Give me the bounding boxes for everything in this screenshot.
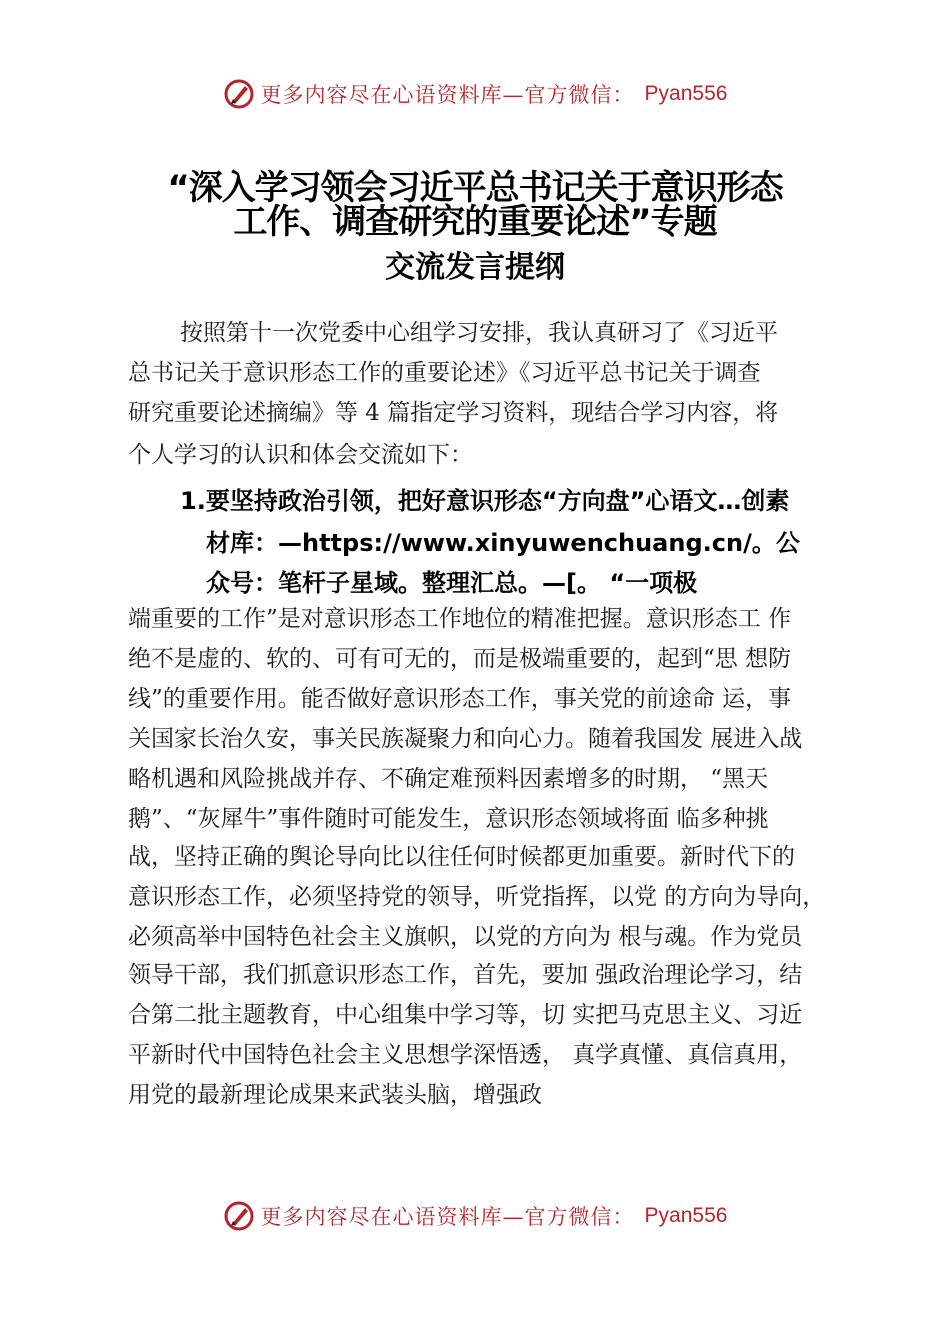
document-title-line-2: 工作、调查研究的重要论述”专题 <box>233 202 717 242</box>
pen-logo-icon <box>223 1200 255 1232</box>
intro-line: 个人学习的认识和体会交流如下： <box>128 442 473 468</box>
body-line: 关国家长治久安，事关民族凝聚力和向心力。随着我国发 展进入战 <box>128 726 803 752</box>
body-line: 略机遇和风险挑战并存、不确定难预料因素增多的时期， “黑天 <box>128 766 769 792</box>
watermark-text: 更多内容尽在心语资料库—官方微信： <box>260 83 635 107</box>
intro-line: 研究重要论述摘编》等 4 篇指定学习资料，现结合学习内容，将 <box>128 400 779 426</box>
section-heading-line: 1.要坚持政治引领，把好意识形态“方向盘”心语文…创素 <box>180 487 790 515</box>
document-title-line-1: “深入学习领会习近平总书记关于意识形态 <box>167 168 783 208</box>
body-line: 线”的重要作用。能否做好意识形态工作，事关党的前途命 运，事 <box>128 686 792 712</box>
header-watermark <box>0 74 950 114</box>
body-line: 合第二批主题教育，中心组集中学习等，切 实把马克思主义、习近 <box>128 1002 803 1028</box>
body-line: 战，坚持正确的舆论导向比以往任何时候都更加重要。新时代下的 <box>128 844 795 870</box>
footer-watermark <box>0 1196 950 1236</box>
body-line: 用党的最新理论成果来武装头脑，增强政 <box>128 1082 542 1108</box>
watermark-wechat-id: Pyan556 <box>644 82 728 105</box>
body-line: 鹅”、“灰犀牛”事件随时可能发生，意识形态领域将面 临多种挑 <box>128 806 769 832</box>
watermark-text: 更多内容尽在心语资料库—官方微信： <box>260 1205 635 1229</box>
intro-line: 总书记关于意识形态工作的重要论述》《习近平总书记关于调查 <box>128 360 761 386</box>
pen-logo-icon <box>223 78 255 110</box>
body-line: 平新时代中国特色社会主义思想学深悟透， 真学真懂、真信真用， <box>128 1042 803 1068</box>
body-line: 领导干部，我们抓意识形态工作，首先，要加 强政治理论学习，结 <box>128 962 803 988</box>
section-heading-line: 材库：—https://www.xinyuwenchuang.cn/。公 <box>206 529 800 557</box>
body-line: 必须高举中国特色社会主义旗帜，以党的方向为 根与魂。作为党员 <box>128 924 803 950</box>
intro-line: 按照第十一次党委中心组学习安排，我认真研习了《习近平 <box>180 320 778 346</box>
document-subtitle: 交流发言提纲 <box>385 250 565 285</box>
body-line: 端重要的工作”是对意识形态工作地位的精准把握。意识形态工 作 <box>128 606 792 632</box>
body-line: 绝不是虚的、软的、可有可无的，而是极端重要的，起到“思 想防 <box>128 646 792 672</box>
section-heading-line: 众号：笔杆子星域。整理汇总。—[。 “一项极 <box>206 569 698 597</box>
body-line: 意识形态工作，必须坚持党的领导，听党指挥，以党 的方向为导向， <box>128 884 826 910</box>
watermark-wechat-id: Pyan556 <box>644 1204 728 1227</box>
